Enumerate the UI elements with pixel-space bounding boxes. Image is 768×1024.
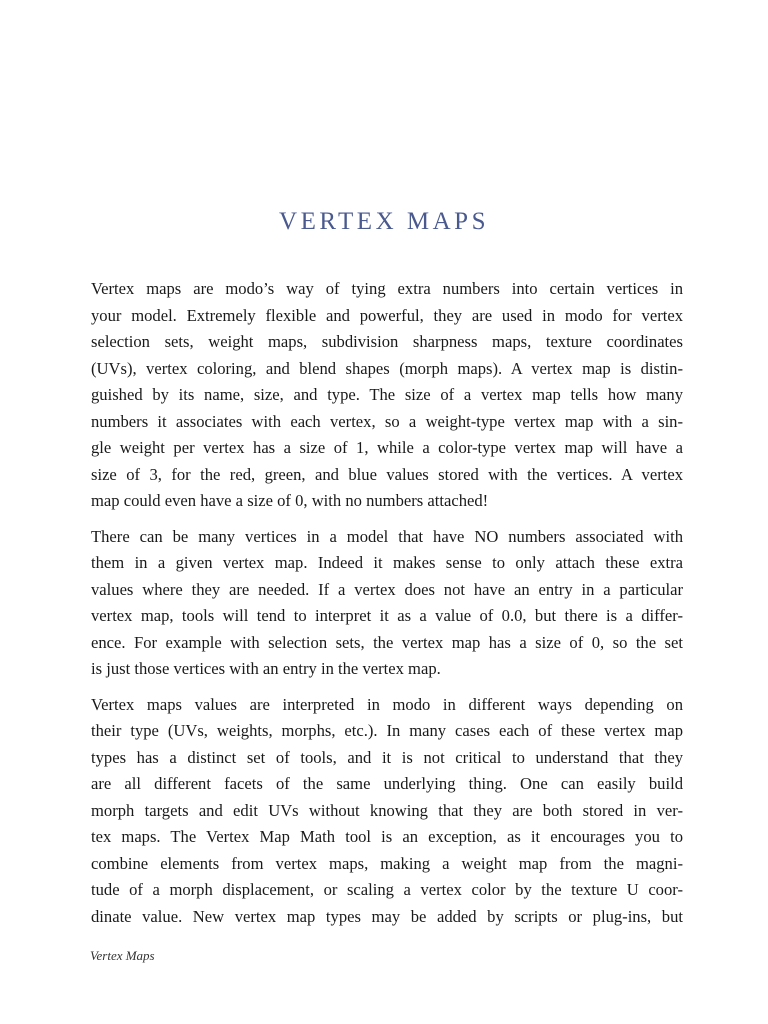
text-line: dinate value. New vertex map types may be added by scripts or plug-ins, but xyxy=(91,906,683,926)
body-text xyxy=(91,276,683,939)
page-title: VERTEX MAPS xyxy=(279,208,489,235)
paragraph-no-numbers xyxy=(91,524,683,683)
text-line: is just those vertices with an entry in the vertex map. xyxy=(91,659,441,678)
text-line: their type (UVs, weights, morphs, etc.). In many cases each of these vertex map xyxy=(91,721,683,740)
text-line: guished by its name, size, and type. The size of a vertex map tells how many xyxy=(91,385,683,404)
text-line: selection sets, weight maps, subdivision sharpness maps, texture coordinates xyxy=(91,332,683,351)
text-line: values where they are needed. If a vertex does not have an entry in a particular xyxy=(91,579,683,599)
text-line: morph targets and edit UVs without knowing that they are both stored in ver- xyxy=(91,800,683,820)
text-line: tude of a morph displacement, or scaling a vertex color by the texture U coor- xyxy=(91,880,683,899)
text-line: them in a given vertex map. Indeed it makes sense to only attach these extra xyxy=(91,553,683,572)
paragraph-interpretation xyxy=(91,692,683,931)
text-line: ence. For example with selection sets, the vertex map has a size of 0, so the set xyxy=(91,632,683,652)
text-line: map could even have a size of 0, with no numbers attached! xyxy=(91,491,489,510)
text-line: gle weight per vertex has a size of 1, while a color-type vertex map will have a xyxy=(91,438,683,457)
paragraph-intro xyxy=(91,276,683,515)
text-line: types has a distinct set of tools, and it is not critical to understand that they xyxy=(91,747,683,767)
text-line: your model. Extremely flexible and powerful, they are used in modo for vertex xyxy=(91,305,683,325)
text-line: tex maps. The Vertex Map Math tool is an exception, as it encourages you to xyxy=(91,827,683,846)
text-line: are all different facets of the same underlying thing. One can easily build xyxy=(91,774,683,793)
text-line: combine elements from vertex maps, making a weight map from the magni- xyxy=(91,853,683,873)
running-footer: Vertex Maps xyxy=(90,948,155,963)
text-line: Vertex maps are modo’s way of tying extra numbers into certain vertices in xyxy=(91,279,683,298)
text-line: numbers it associates with each vertex, so a weight-type vertex map with a sin- xyxy=(91,411,683,431)
text-line: vertex map, tools will tend to interpret it as a value of 0.0, but there is a differ- xyxy=(91,606,683,625)
text-line: size of 3, for the red, green, and blue values stored with the vertices. A vertex xyxy=(91,464,683,484)
text-line: Vertex maps values are interpreted in modo in different ways depending on xyxy=(91,694,683,714)
text-line: (UVs), vertex coloring, and blend shapes (morph maps). A vertex map is distin- xyxy=(91,358,683,378)
text-line: There can be many vertices in a model that have NO numbers associated with xyxy=(91,526,683,546)
